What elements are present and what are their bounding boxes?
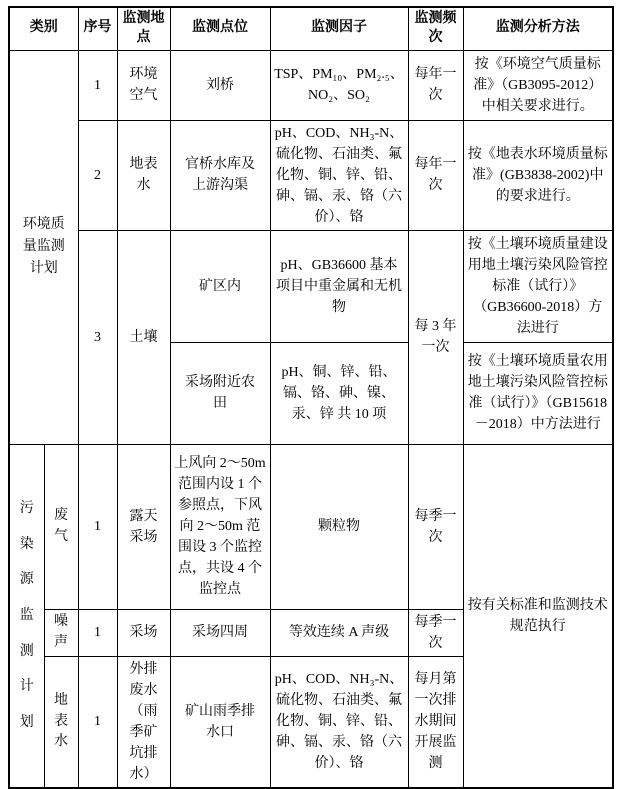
cell-drain-factors: pH、COD、NH₃-N、硫化物、石油类、氟化物、铜、锌、铅、砷、镉、汞、铬（六价）、铬 bbox=[270, 656, 408, 788]
cell-soil-farm-point bbox=[170, 342, 270, 444]
cell-section2-method: 按有关标准和监测技术规范执行 bbox=[463, 444, 613, 788]
monitoring-plan-table bbox=[8, 6, 614, 789]
section2-category-label: 污染源监测计划 bbox=[19, 500, 34, 730]
drain-subcategory-label: 地表水 bbox=[54, 693, 68, 749]
water-point-label: 官桥水库及上游沟渠 bbox=[185, 157, 255, 194]
cell-soil-mine-factors: pH、GB36600 基本项目中重金属和无机物 bbox=[270, 230, 408, 342]
cell-drain-number: 1 bbox=[78, 656, 117, 788]
header-frequency: 监测频次 bbox=[408, 7, 463, 50]
drain-point-label: 矿山雨季排水口 bbox=[185, 703, 255, 740]
header-point: 监测点位 bbox=[170, 7, 270, 50]
gas-subcategory-label: 废气 bbox=[54, 508, 68, 544]
cell-drain-subcategory bbox=[44, 656, 78, 788]
header-category: 类别 bbox=[9, 7, 78, 50]
cell-noise-factors: 等效连续 A 声级 bbox=[270, 609, 408, 656]
soil-farm-point-label: 采场附近农田 bbox=[185, 375, 255, 412]
row-air bbox=[9, 50, 613, 120]
cell-noise-subcategory bbox=[44, 609, 78, 656]
cell-air-method: 按《环境空气质量标准》（GB3095-2012）中相关要求进行。 bbox=[463, 50, 613, 120]
header-location: 监测地点 bbox=[117, 7, 170, 50]
cell-water-point bbox=[170, 120, 270, 230]
cell-gas-location bbox=[117, 444, 170, 609]
header-number: 序号 bbox=[78, 7, 117, 50]
row-soil-mine bbox=[9, 230, 613, 342]
gas-location-label: 露天采场 bbox=[129, 508, 158, 545]
cell-air-factors: TSP、PM₁₀、PM₂.₅、NO₂、SO₂ bbox=[270, 50, 408, 120]
cell-soil-mine-point: 矿区内 bbox=[170, 230, 270, 342]
table-header-row bbox=[9, 7, 613, 50]
cell-drain-location bbox=[117, 656, 170, 788]
cell-gas-frequency: 每季一次 bbox=[408, 444, 463, 609]
cell-air-number: 1 bbox=[78, 50, 117, 120]
cell-noise-point: 采场四周 bbox=[170, 609, 270, 656]
soil-location-label: 土壤 bbox=[129, 329, 158, 345]
cell-noise-number: 1 bbox=[78, 609, 117, 656]
cell-noise-location: 采场 bbox=[117, 609, 170, 656]
cell-air-frequency: 每年一次 bbox=[408, 50, 463, 120]
section1-category-label: 环境质量监测计划 bbox=[22, 216, 65, 277]
cell-water-location bbox=[117, 120, 170, 230]
row-surface-water bbox=[9, 120, 613, 230]
cell-gas-factors: 颗粒物 bbox=[270, 444, 408, 609]
header-factors: 监测因子 bbox=[270, 7, 408, 50]
cell-soil-number: 3 bbox=[78, 230, 117, 444]
cell-section1-category bbox=[9, 50, 78, 444]
cell-gas-point: 上风向 2～50m 范围内设 1 个参照点，下风向 2～50m 范围设 3 个监控点，共设 4 个监控点 bbox=[170, 444, 270, 609]
cell-soil-farm-method: 按《土壤环境质量农用地土壤污染风险管控标准（试行）》（GB15618－2018）中方法进行 bbox=[463, 342, 613, 444]
cell-soil-farm-factors: pH、铜、锌、铅、镉、铬、砷、镍、汞、锌 共 10 项 bbox=[270, 342, 408, 444]
header-method: 监测分析方法 bbox=[463, 7, 613, 50]
cell-noise-frequency: 每季一次 bbox=[408, 609, 463, 656]
cell-section2-category bbox=[9, 444, 44, 788]
air-location-label: 环境空气 bbox=[129, 67, 158, 104]
cell-drain-point bbox=[170, 656, 270, 788]
cell-water-number: 2 bbox=[78, 120, 117, 230]
cell-soil-mine-method: 按《土壤环境质量建设用地土壤污染风险管控标准（试行）》（GB36600-2018）方法进行 bbox=[463, 230, 613, 342]
cell-air-location bbox=[117, 50, 170, 120]
cell-water-frequency: 每年一次 bbox=[408, 120, 463, 230]
cell-soil-frequency: 每 3 年一次 bbox=[408, 230, 463, 444]
row-waste-gas bbox=[9, 444, 613, 609]
cell-soil-location bbox=[117, 230, 170, 444]
drain-location-label: 外排废水（雨季矿坑排水） bbox=[129, 661, 158, 782]
document-page bbox=[0, 6, 621, 785]
cell-air-point: 刘桥 bbox=[170, 50, 270, 120]
noise-subcategory-label: 噪声 bbox=[54, 614, 68, 650]
cell-water-method: 按《地表水环境质量标准》(GB3838-2002)中的要求进行。 bbox=[463, 120, 613, 230]
cell-drain-frequency: 每月第一次排水期间开展监测 bbox=[408, 656, 463, 788]
cell-water-factors: pH、COD、NH₃-N、硫化物、石油类、氟化物、铜、锌、铅、砷、镉、汞、铬（六价）、铬 bbox=[270, 120, 408, 230]
water-location-label: 地表水 bbox=[129, 157, 158, 194]
cell-gas-number: 1 bbox=[78, 444, 117, 609]
cell-gas-subcategory bbox=[44, 444, 78, 609]
